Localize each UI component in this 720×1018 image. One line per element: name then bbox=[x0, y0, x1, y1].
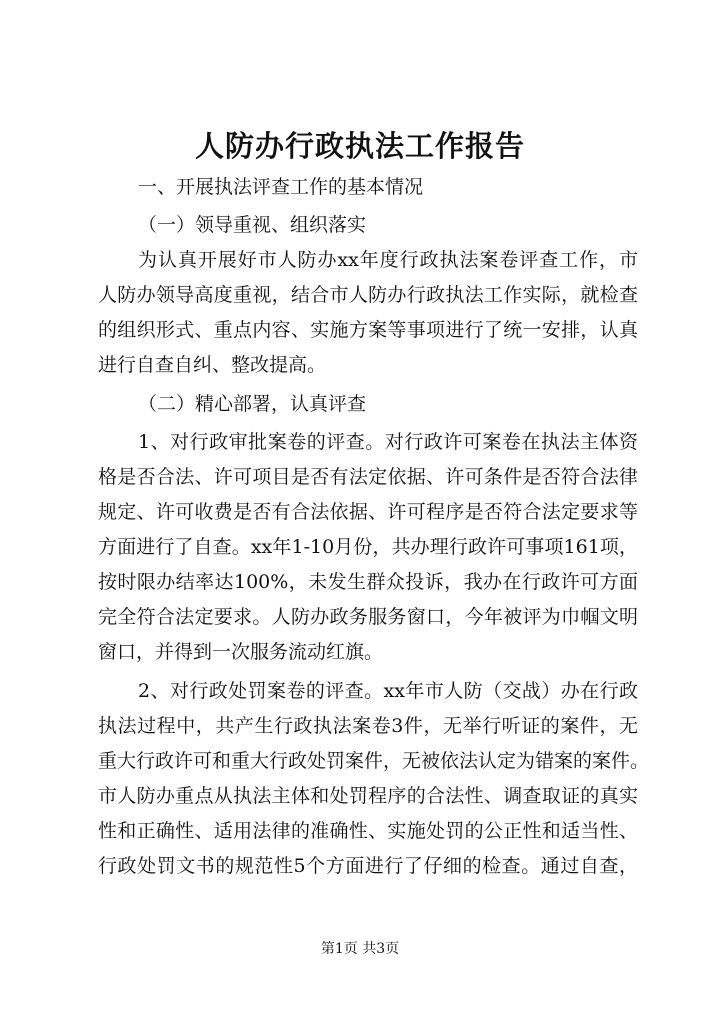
paragraph-line: 人防办领导高度重视，结合市人防办行政执法工作实际，就检查 bbox=[98, 284, 638, 306]
paragraph-line: 执法过程中，共产生行政执法案卷3件，无举行听证的案件，无 bbox=[98, 715, 638, 737]
paragraph-line: 的组织形式、重点内容、实施方案等事项进行了统一安排，认真 bbox=[98, 319, 638, 341]
paragraph-line: 进行自查自纠、整改提高。 bbox=[98, 354, 327, 376]
paragraph-line: 性和正确性、适用法律的准确性、实施处罚的公正性和适当性、 bbox=[98, 820, 638, 842]
subsection-heading-1: （一）领导重视、组织落实 bbox=[138, 214, 367, 236]
paragraph-line: 窗口，并得到一次服务流动红旗。 bbox=[98, 641, 384, 663]
paragraph-line: 为认真开展好市人防办xx年度行政执法案卷评查工作，市 bbox=[138, 249, 638, 271]
subsection-heading-2: （二）精心部署，认真评查 bbox=[138, 393, 367, 415]
paragraph-line: 规定、许可收费是否有合法依据、许可程序是否符合法定要求等 bbox=[98, 501, 638, 523]
document-title: 人防办行政执法工作报告 bbox=[194, 129, 525, 163]
paragraph-line: 行政处罚文书的规范性5个方面进行了仔细的检查。通过自查， bbox=[98, 855, 638, 877]
paragraph-line: 完全符合法定要求。人防办政务服务窗口，今年被评为巾帼文明 bbox=[98, 606, 638, 628]
section-heading-1: 一、开展执法评查工作的基本情况 bbox=[138, 176, 424, 198]
paragraph-line: 重大行政许可和重大行政处罚案件，无被依法认定为错案的案件。 bbox=[98, 750, 650, 772]
paragraph-line: 市人防办重点从执法主体和处罚程序的合法性、调查取证的真实 bbox=[98, 785, 638, 807]
paragraph-line: 2、对行政处罚案卷的评查。xx年市人防（交战）办在行政 bbox=[138, 680, 638, 702]
paragraph-line: 方面进行了自查。xx年1-10月份，共办理行政许可事项161项， bbox=[98, 536, 638, 558]
page-number-footer: 第1页 共3页 bbox=[320, 941, 400, 957]
paragraph-line: 1、对行政审批案卷的评查。对行政许可案卷在执法主体资 bbox=[138, 431, 638, 453]
paragraph-line: 格是否合法、许可项目是否有法定依据、许可条件是否符合法律 bbox=[98, 466, 638, 488]
paragraph-line: 按时限办结率达100%，未发生群众投诉，我办在行政许可方面 bbox=[98, 571, 638, 593]
